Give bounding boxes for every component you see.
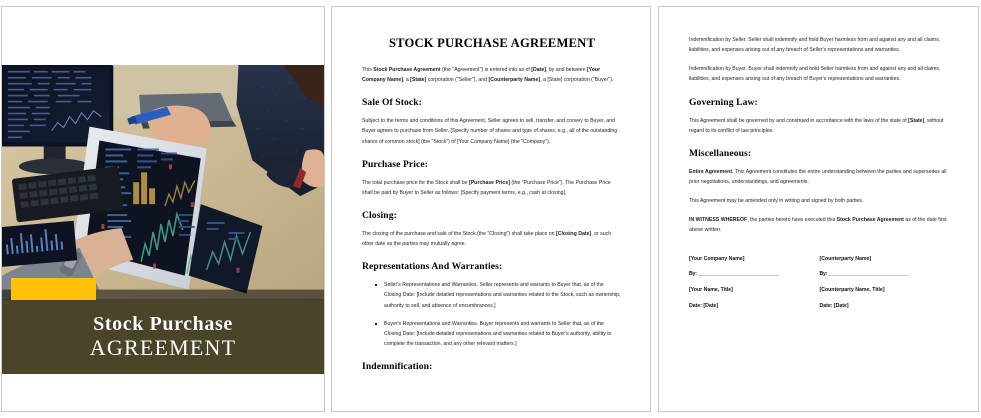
stock-trading-desk-photo xyxy=(2,65,324,300)
paragraph-witness-whereof: IN WITNESS WHEREOF, the parties hereto have executed this Stock Purchase Agreement as of the date first above written. xyxy=(689,217,947,234)
document-page-3[interactable] xyxy=(658,6,979,412)
paragraph-purchase-price: The total purchase price for the Stock shall be [Purchase Price] (the "Purchase Price"). The Purchase Price shall be paid by Buyer to Seller as follows: [Specify payment terms, e.g., cash at closing]. xyxy=(362,179,611,196)
document-page-1-cover[interactable] xyxy=(1,6,325,412)
signature-block-left xyxy=(689,254,820,317)
cover-title-band xyxy=(2,300,324,374)
signature-right-date: Date: [Date] xyxy=(819,302,849,309)
list-item: Seller's Representations and Warranties. Seller represents and warrants to Buyer that, as of the Closing Date: [Include detailed representations and warranties related to the Stock, such as ownership, authority to sell, and absence of encumbrances.] xyxy=(384,280,622,310)
signature-right-party: [Counterparty Name] xyxy=(819,255,872,262)
cover-title-line-1: Stock Purchase xyxy=(93,312,233,335)
page-title: STOCK PURCHASE AGREEMENT xyxy=(388,36,596,50)
document-page-2[interactable] xyxy=(331,6,651,412)
paragraph-governing-law: This Agreement shall be governed by and construed in accordance with the laws of the state of [State], without regard to its conflict of law principles. xyxy=(689,117,944,134)
heading-governing-law: Governing Law: xyxy=(689,96,758,108)
signature-left-date: Date: [Date] xyxy=(689,302,719,309)
warranties-bullet-list xyxy=(362,280,622,349)
signature-left-name-title: [Your Name, Title] xyxy=(689,286,733,293)
signature-right-by-line[interactable]: By: ______________________________ xyxy=(819,271,910,278)
paragraph-indemnity-seller: Indemnification by Seller. Seller shall indemnify and hold Buyer harmless from and against any and all claims, liabilities, and expenses arising out of any breach of Seller's representations and warranties. xyxy=(689,37,941,54)
paragraph-amendment: This Agreement may be amended only in writing and signed by both parties. xyxy=(689,198,864,205)
cover-title-line-2: AGREEMENT xyxy=(89,334,237,360)
page-3-body xyxy=(659,7,978,411)
heading-representations-and-warranties: Representations And Warranties: xyxy=(362,261,503,273)
cover-photo xyxy=(2,65,324,301)
cover-accent-block xyxy=(11,278,96,300)
intro-paragraph: This Stock Purchase Agreement (the "Agreement") is entered into as of [Date], by and between [Your Company Name], a [State] corporation ("Seller"), and [Counterparty Name], a [State] corporation ("Buyer"). xyxy=(362,67,614,84)
heading-miscellaneous: Miscellaneous: xyxy=(689,147,752,159)
list-item: Buyer's Representations and Warranties. Buyer represents and warrants to Seller that, as of the Closing Date: [Include detailed representations and warranties related to Buyer's authority, ability to complete the transaction, and any other relevant matters.] xyxy=(384,319,622,349)
signature-right-name-title: [Counterparty Name, Title] xyxy=(819,286,885,293)
page-2-body xyxy=(332,7,650,411)
paragraph-sale-of-stock: Subject to the terms and conditions of this Agreement, Seller agrees to sell, transfer, and convey to Buyer, and Buyer agrees to purchase from Seller, [Specify number of shares and type of shares, e.g., all of the outstanding shares of common stock] (the "Stock") of [Your Company Name] (the "Company"). xyxy=(362,118,618,145)
heading-closing: Closing: xyxy=(362,209,397,221)
signature-left-by-line[interactable]: By: ______________________________ xyxy=(689,271,779,278)
heading-indemnification: Indemnification: xyxy=(362,361,433,373)
signature-left-party: [Your Company Name] xyxy=(689,255,745,262)
heading-sale-of-stock: Sale Of Stock: xyxy=(362,97,423,109)
paragraph-closing: The closing of the purchase and sale of the Stock (the "Closing") shall take place on [Closing Date], or such other date as the parties may mutually agree. xyxy=(362,230,612,248)
paragraph-indemnity-buyer: Indemnification by Buyer. Buyer shall indemnify and hold Seller harmless from and against any and all claims, liabilities, and expenses arising out of any breach of Buyer's representations and warranties. xyxy=(689,66,941,83)
signature-blocks xyxy=(689,254,950,317)
paragraph-entire-agreement: Entire Agreement. This Agreement constitutes the entire understanding between the parties and supersedes all prior negotiations, understandings, and agreements. xyxy=(689,168,947,185)
heading-purchase-price: Purchase Price: xyxy=(362,158,429,170)
signature-block-right xyxy=(820,254,951,317)
